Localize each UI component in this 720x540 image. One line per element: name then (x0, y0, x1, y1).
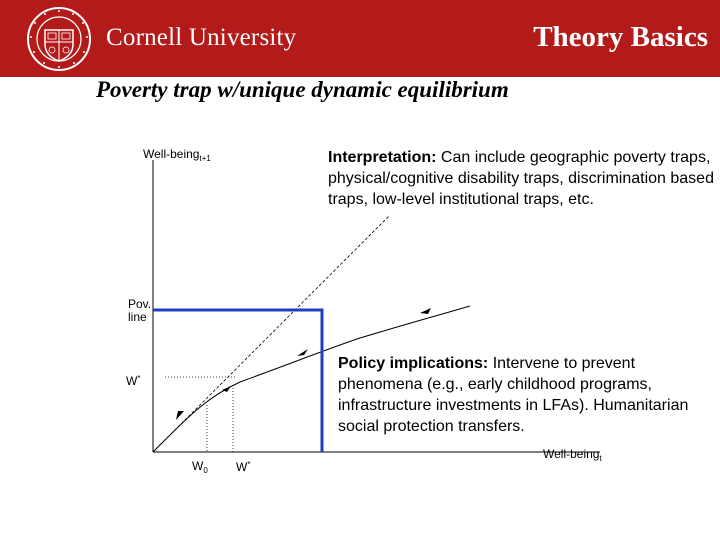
arrow-marker (420, 308, 431, 314)
brand-name: Cornell University (106, 24, 297, 51)
arrow-marker (176, 411, 184, 420)
arrow-marker (297, 349, 308, 356)
section-title: Theory Basics (533, 21, 708, 53)
x-axis-label: Well-being$_t$ (543, 447, 602, 463)
y-axis-label: Well-being$_{t+1}$ (143, 147, 211, 163)
w-star-y-label: W* (126, 374, 141, 388)
poverty-line (153, 310, 322, 452)
slide-title: Poverty trap w/unique dynamic equilibrium (96, 77, 509, 102)
policy-implications-text: Policy implications: Intervene to prevent phenomena (e.g., early childhood programs, infrastructure investments in LFAs). Humanitarian social protection transfers. (338, 355, 689, 435)
w0-label: $W_0$ (192, 459, 208, 475)
w-star-x-label: W* (236, 460, 251, 474)
interpretation-text: Interpretation: Can include geographic poverty traps, physical/cognitive disability traps, discrimination based traps, low-level institutional traps, etc. (328, 149, 714, 208)
pov-line-label: Pov. line (128, 297, 152, 324)
